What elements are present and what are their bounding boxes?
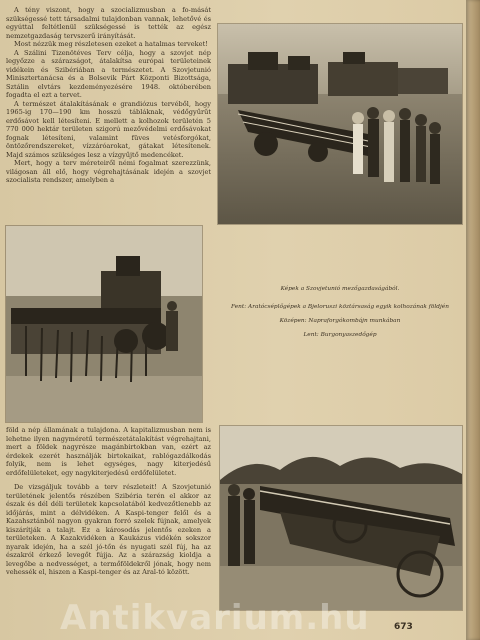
potato-harvester-photo <box>220 426 462 610</box>
watermark: Antikvarium.hu <box>60 598 370 638</box>
combine-harvesters-photo <box>218 24 462 224</box>
sunflower-combine-illustration <box>6 226 202 422</box>
sunflower-combine-photo <box>6 226 202 422</box>
paragraph: Most nézzük meg részletesen ezeket a hatalmas terveket! <box>14 40 208 48</box>
caption-top-photo: Fent: Aratócséplőgépek a Bjeloruszi köztársaság egyik kolhozának földjén <box>231 304 449 310</box>
paragraph: De vizsgáljuk tovább a terv részleteit! A Szovjetunió területének jelentős részében Szibéria terén el akkor az észak és dél déli területek kapcsolatából kedvezőtlenebb az időjárás, mint a délvidéken. A Kaspi-tenger felől és a Kazahsztánból nagyon gyakran forró szelek fújnak, amelyek kiszárítják a talajt. Ez a károsodás jelentős ezeken a területeken. A Kazakvidéken a Kaukázus vidékén sokszor nyarak idején, ha a szél jó-tőn és nyugati szél fúj, ha az északról érkező levegőt fújja. Az a szárazság kioldja a levegőbe a nedvességet, a termőföldekről jónak, hogy nem vehessék el, hiszen a Kaspi-tenger és az Aral-tó között. <box>6 483 211 576</box>
paragraph: föld a nép államának a tulajdona. A kapitalizmusban nem is lehetne ilyen nagyméretű természetátalakítást végrehajtani, mert a földek nagyrésze magánbirtokban van, ezért az érdekek ezerét használják birtokaikat, rablógazdálkodás folyik, nem is lehet egységes, nagy kiterjedésű erdőfelületeket, egy nagykiterjedésű erdőfelületet. <box>6 426 211 477</box>
paragraph: A természet átalakításának e grandiózus tervéből, hogy 1965-ig 170—190 km hosszú tábláknak, védőgyűrűt erdősávot kell létesíteni. E mellett a kolhozok területén 5 770 000 hektár területen szigorú mezővédelmi erdősávokat fognak létesíteni, valamint füves vetésforgókat, öntözőrendszereket, vízzáróarokat, gátakat létesítenek. Majd számos szükséges lesz a vízgyűjtő medencéket. <box>6 99 211 159</box>
article-text-bottom <box>6 426 211 622</box>
potato-harvester-illustration <box>220 426 462 610</box>
book-spine <box>466 0 480 640</box>
paragraph: Mert, hogy a terv méreteiről némi fogalmat szerezzünk, világosan áll elő, hogy végrehajtásának idején a szovjet szocialista rendszer, amelyben a <box>6 159 211 184</box>
page-number: 673 <box>394 622 413 632</box>
caption-bottom-photo: Lent: Burgonyaszedőgép <box>303 332 377 338</box>
paragraph: A Szálini Tizenötéves Terv célja, hogy a szovjet nép legyőzze a szárazságot, átalakítsa európai területeinek vidékein és Szibériában a természetet. A Szovjetunió Minisztertanácsa és a Bolsevik Párt Központi Bizottsága, Sztálin elvtárs kezdeményezésére 1948. októberében fogadta el ezt a tervet. <box>6 48 211 99</box>
photo-caption <box>222 285 458 345</box>
caption-middle-photo: Középen: Napraforgókombájn munkában <box>279 318 401 324</box>
article-text-top <box>6 6 211 221</box>
combine-harvesters-illustration <box>218 24 462 224</box>
paragraph: A tény viszont, hogy a szocializmusban a fo-mását szükségessé tett társadalmi tulajdonban vannak, lehetővé és egyúttal feltétlenül szükségessé is tették az egész nemzetgazdaság tervszerű irányítását. <box>6 6 211 40</box>
caption-title: Képek a Szovjetunió mezőgazdaságából. <box>280 286 400 292</box>
